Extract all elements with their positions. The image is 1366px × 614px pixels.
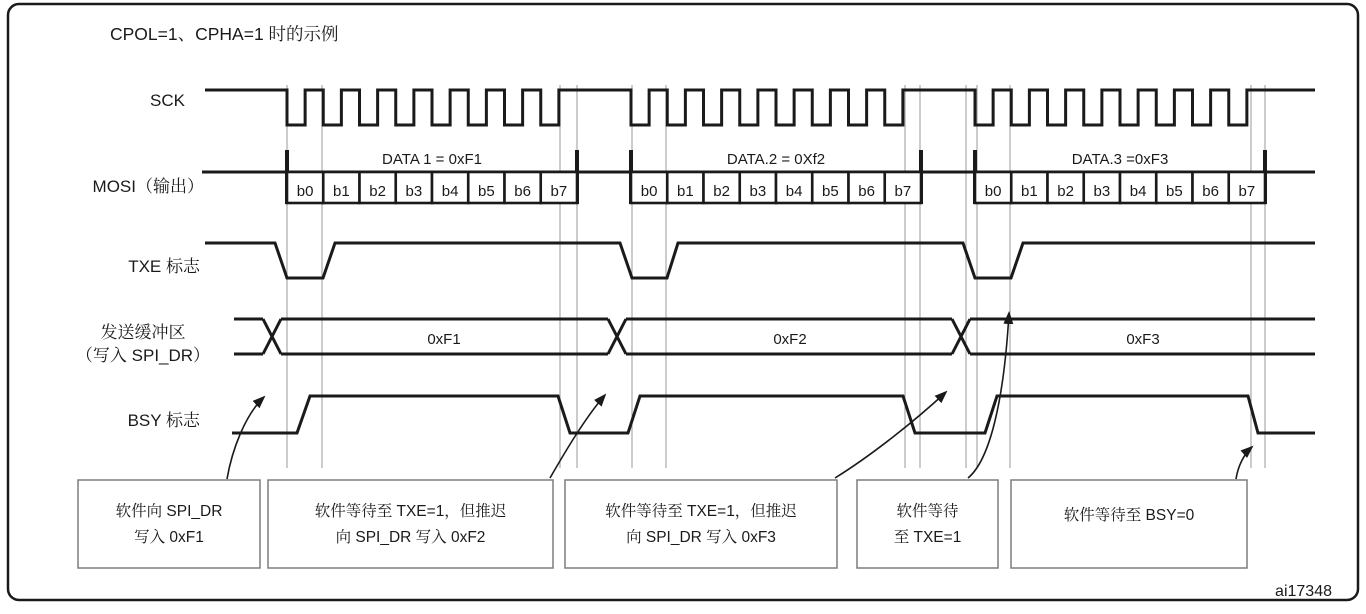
callout-text: 向 SPI_DR 写入 0xF2 bbox=[335, 529, 486, 546]
callout-text: 软件等待至 BSY=0 bbox=[1063, 507, 1195, 524]
signal-label-mosi: MOSI（输出） bbox=[92, 177, 204, 196]
callout-box bbox=[78, 480, 260, 568]
callout-text: 软件等待至 TXE=1，但推迟 bbox=[605, 503, 797, 520]
buffer-value: 0xF1 bbox=[427, 331, 461, 348]
callout-arrow bbox=[1236, 447, 1252, 479]
bit-label: b4 bbox=[441, 183, 459, 200]
bit-label: b1 bbox=[333, 183, 350, 200]
sck-waveform bbox=[205, 90, 1315, 125]
bsy-waveform-path bbox=[232, 396, 1315, 433]
bit-label: b2 bbox=[1057, 183, 1074, 200]
sck-waveform-path bbox=[205, 90, 1315, 125]
callout-box bbox=[565, 480, 837, 568]
callout-box bbox=[268, 480, 553, 568]
txe-waveform-path bbox=[205, 243, 1315, 278]
txe-waveform bbox=[205, 243, 1315, 278]
bit-label: b1 bbox=[677, 183, 694, 200]
callout-arrow bbox=[227, 397, 264, 479]
signal-label-sck: SCK bbox=[150, 91, 185, 110]
bit-label: b7 bbox=[550, 183, 568, 200]
guide-lines bbox=[287, 85, 1265, 468]
bit-label: b2 bbox=[713, 183, 730, 200]
bit-label: b3 bbox=[749, 183, 767, 200]
bit-label: b0 bbox=[296, 183, 314, 200]
bit-label: b6 bbox=[858, 183, 875, 200]
buffer-value: 0xF2 bbox=[773, 331, 807, 348]
bsy-waveform bbox=[232, 396, 1315, 433]
signal-label-txe: TXE 标志 bbox=[128, 257, 200, 276]
callout-box bbox=[857, 480, 998, 568]
callout-text: 软件等待至 TXE=1，但推迟 bbox=[314, 503, 507, 520]
bit-label: b6 bbox=[514, 183, 531, 200]
bit-label: b4 bbox=[785, 183, 803, 200]
buffer-waveform bbox=[234, 319, 1315, 354]
bit-label: b7 bbox=[1238, 183, 1256, 200]
bit-label: b1 bbox=[1021, 183, 1038, 200]
data-group-label: DATA.3 =0xF3 bbox=[1071, 151, 1169, 168]
bit-label: b2 bbox=[369, 183, 386, 200]
bit-label: b0 bbox=[984, 183, 1002, 200]
callout-text: 软件向 SPI_DR bbox=[115, 503, 223, 520]
data-group-label: DATA.2 = 0Xf2 bbox=[726, 151, 826, 168]
callout-box bbox=[1011, 480, 1247, 568]
data-group-label: DATA 1 = 0xF1 bbox=[382, 151, 482, 168]
bit-label: b0 bbox=[640, 183, 658, 200]
signal-label-bsy: BSY 标志 bbox=[127, 411, 200, 430]
bit-label: b4 bbox=[1129, 183, 1147, 200]
figure-id: ai17348 bbox=[1275, 583, 1332, 600]
bit-label: b5 bbox=[1166, 183, 1183, 200]
bit-label: b3 bbox=[1093, 183, 1111, 200]
callout-text: 写入 0xF1 bbox=[134, 529, 204, 546]
callout-text: 向 SPI_DR 写入 0xF3 bbox=[626, 529, 776, 546]
bit-label: b7 bbox=[894, 183, 912, 200]
callout-text: 至 TXE=1 bbox=[893, 529, 962, 546]
callout-text: 软件等待 bbox=[896, 503, 959, 520]
signal-label-buffer-line1: 发送缓冲区 bbox=[100, 323, 186, 342]
buffer-value: 0xF3 bbox=[1126, 331, 1160, 348]
mosi-bit-groups bbox=[202, 150, 1315, 204]
bit-label: b5 bbox=[822, 183, 839, 200]
bit-label: b6 bbox=[1202, 183, 1219, 200]
signal-label-buffer-line2: （写入 SPI_DR） bbox=[75, 346, 211, 365]
callout-arrow bbox=[835, 392, 946, 478]
callout-boxes bbox=[78, 480, 1247, 568]
bit-label: b3 bbox=[405, 183, 423, 200]
bit-label: b5 bbox=[478, 183, 495, 200]
diagram-title: CPOL=1、CPHA=1 时的示例 bbox=[110, 24, 339, 44]
